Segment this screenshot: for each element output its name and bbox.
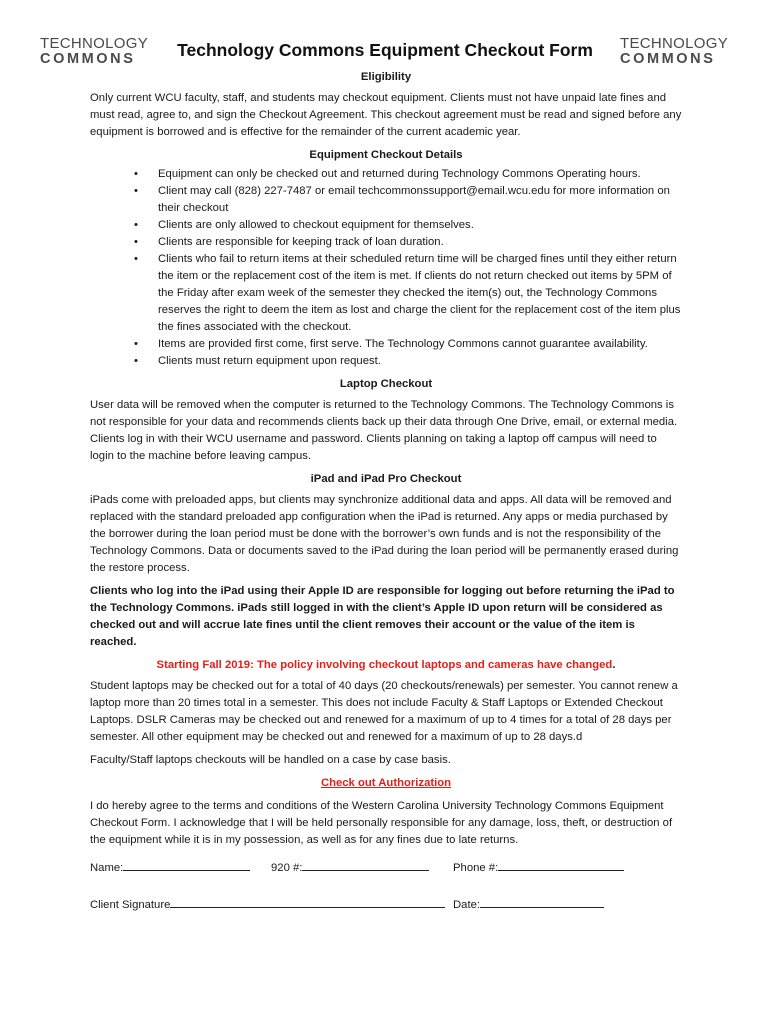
details-list [90,166,682,370]
form-title: Technology Commons Equipment Checkout Form [177,40,593,60]
list-item: • Client may call (828) 227-7487 or email techcommonssupport@email.wcu.edu for more information on their checkout [90,183,682,217]
details-heading: Equipment Checkout Details [309,149,463,161]
phone-field [453,858,624,874]
policy-notice-text: Starting Fall 2019: The policy involving checkout laptops and cameras have changed [156,659,613,671]
signature-field [90,895,445,911]
ipad-text: iPads come with preloaded apps, but clients may synchronize additional data and apps. All data will be removed and replaced with the standard preloaded app configuration when the iPad is returned. Any apps or media purchased by the borrower during the loan period must be done with the borrower’s own funds and is not the responsibility of the Technology Commons. Data or documents saved to the iPad during the loan period will be permanently erased during the restore process. [90,494,679,574]
signature-row [90,895,690,913]
date-label: Date: [453,899,481,911]
policy-change-notice [90,657,682,674]
list-item: • Clients who fail to return items at their scheduled return time will be charged fines until they either return the item or the replacement cost of the item is met. If clients do not return checked out items by 5PM of the Friday after exam week of the semester they checked the item(s) out, the Technology Commons reserves the right to deem the item as lost and charge the client for the replacement cost of the item plus the fines associated with the checkout. [90,251,682,336]
laptop-text: User data will be removed when the computer is returned to the Technology Commons. The Technology Commons is not responsible for your data and recommends clients back up their data through One Drive, email, or external media. Clients log in with their WCU username and password. Clients planning on taking a laptop off campus will need to login to the machine before leaving campus. [90,399,678,462]
form-body [90,69,682,849]
name-label: Name: [90,862,124,874]
authorization-heading [90,775,682,792]
logo-line-1: TECHNOLOGY [620,35,729,52]
list-item: • Clients are only allowed to checkout equipment for themselves. [90,217,682,234]
id-field [271,858,429,874]
date-input-line[interactable] [480,895,604,908]
phone-input-line[interactable] [498,858,624,871]
list-item: • Equipment can only be checked out and returned during Technology Commons Operating hours. [90,166,682,183]
policy-notice-period: . [612,659,616,671]
id-label: 920 #: [271,862,303,874]
name-field [90,858,250,874]
list-item: • Clients must return equipment upon request. [90,353,682,370]
list-item: • Clients are responsible for keeping track of loan duration. [90,234,682,251]
info-row [90,858,690,876]
authorization-text: I do hereby agree to the terms and conditions of the Western Carolina University Technology Commons Equipment Checkout Form. I acknowledge that I will be held personally responsible for any damage, loss, theft, or destruction of the equipment while it is in my possession, as well as for any fines due to late returns. [90,800,673,846]
ipad-heading: iPad and iPad Pro Checkout [310,473,462,485]
logo-line-2: COMMONS [620,51,716,67]
authorization-heading-text: Check out Authorization [320,777,452,789]
faculty-policy-text: Faculty/Staff laptops checkouts will be handled on a case by case basis. [90,754,451,766]
laptop-heading: Laptop Checkout [339,378,433,390]
phone-label: Phone #: [453,862,499,874]
technology-commons-logo-right [620,36,730,67]
name-input-line[interactable] [123,858,250,871]
ipad-apple-id-notice: Clients who log into the iPad using their Apple ID are responsible for logging out before returning the iPad to the Technology Commons. iPads still logged in with the client’s Apple ID upon return will be considered as checked out and will accrue late fines until the client removes their account or the value of the item is reached. [90,585,675,648]
logo-line-1: TECHNOLOGY [40,35,149,52]
list-item: • Items are provided first come, first serve. The Technology Commons cannot guarantee availability. [90,336,682,353]
policy-text: Student laptops may be checked out for a total of 40 days (20 checkouts/renewals) per semester. You cannot renew a laptop more than 20 times total in a semester. This does not include Faculty & Staff Laptops or Extended Checkout Laptops. DSLR Cameras may be checked out and renewed for a maximum of up to 4 times for a total of 28 days per semester. All other equipment may be checked out and renewed for a maximum of up to 28 days.d [90,680,678,743]
date-field [453,895,604,911]
eligibility-heading: Eligibility [360,71,412,83]
eligibility-text: Only current WCU faculty, staff, and students may checkout equipment. Clients must not have unpaid late fines and must read, agree to, and sign the Checkout Agreement. This checkout agreement must be read and signed before any equipment is borrowed and is effective for the remainder of the current academic year. [90,92,682,138]
id-input-line[interactable] [302,858,429,871]
signature-label: Client Signature [90,899,171,911]
signature-input-line[interactable] [170,895,445,908]
logo-line-2: COMMONS [40,51,136,67]
